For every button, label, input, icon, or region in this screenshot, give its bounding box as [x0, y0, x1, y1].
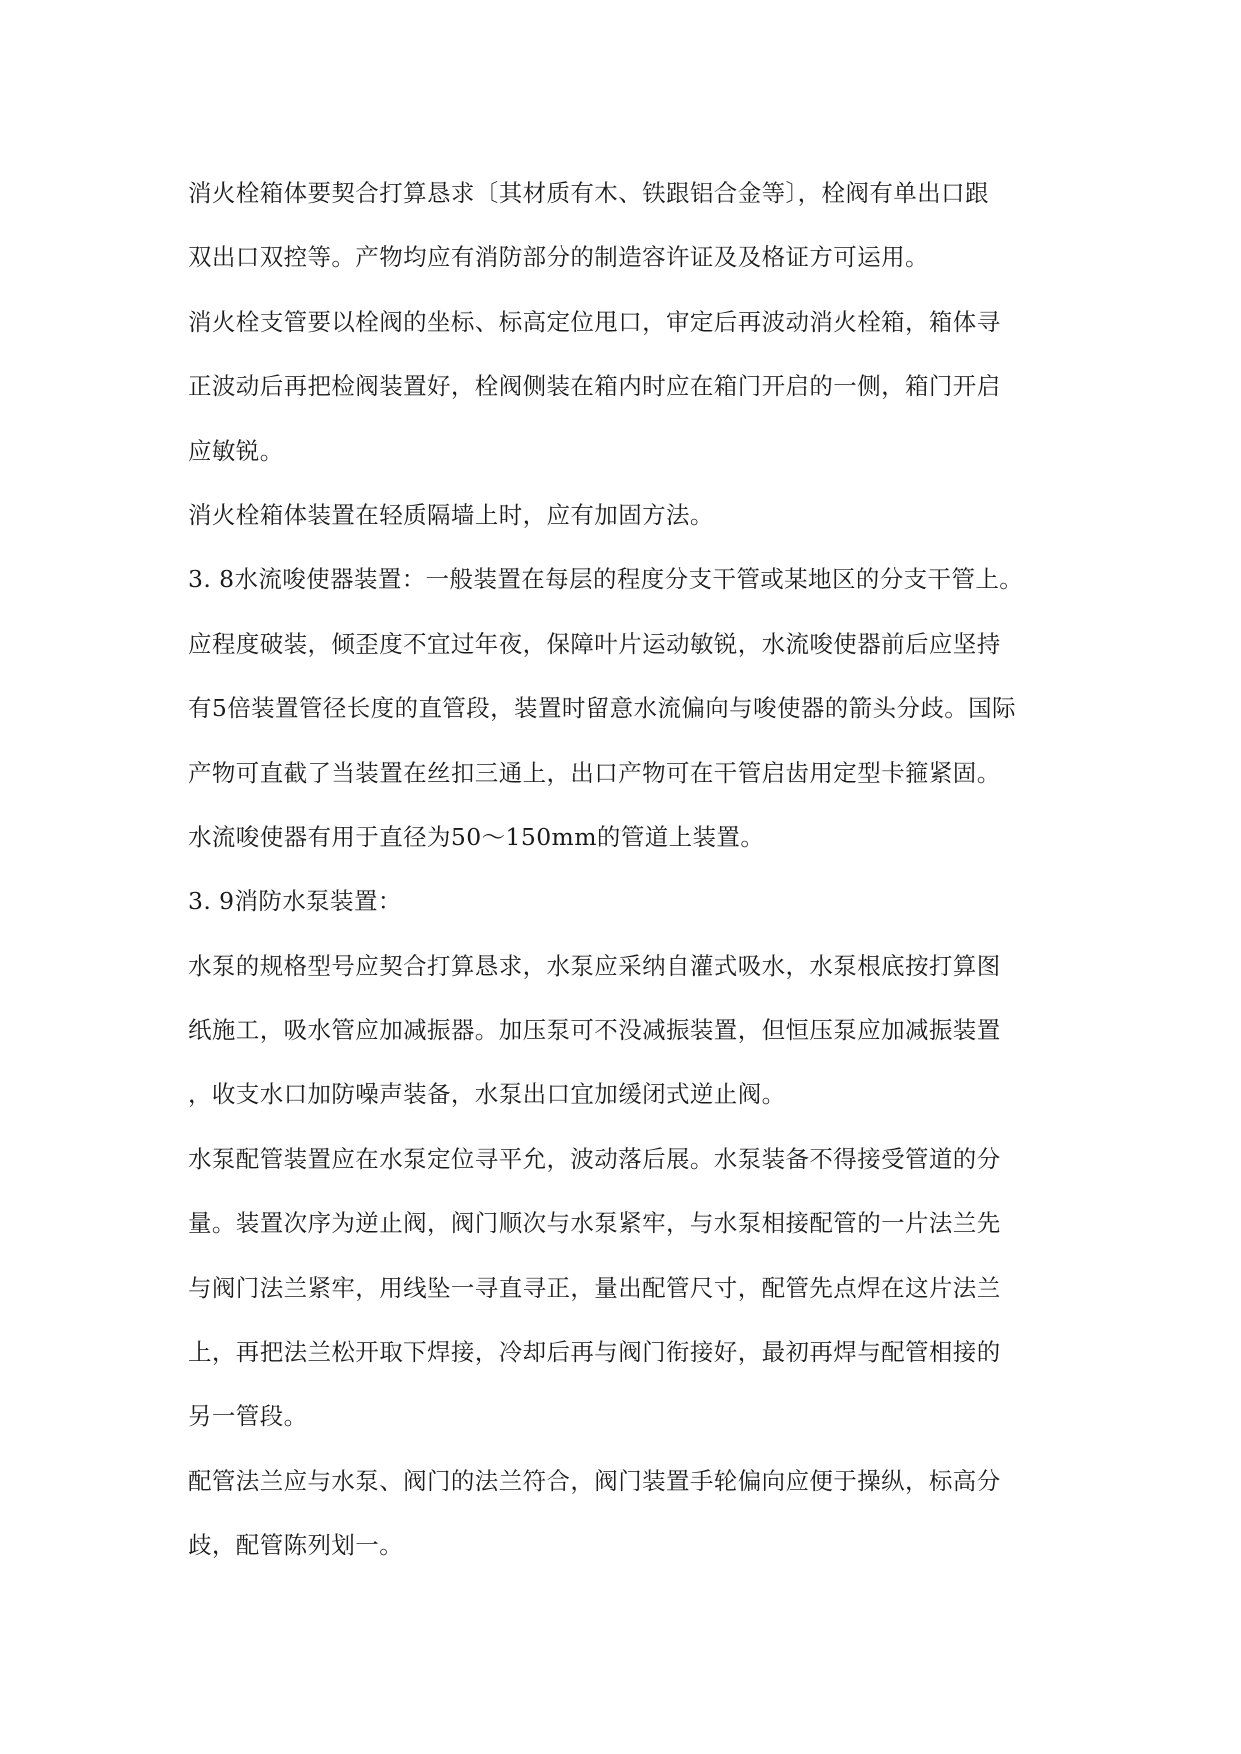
text-line: 上，再把法兰松开取下焊接，冷却后再与阀门衔接好，最初再焊与配管相接的 [188, 1338, 1001, 1367]
text-line: 应程度破装，倾歪度不宜过年夜，保障叶片运动敏锐，水流唆使器前后应坚持 [188, 629, 1001, 658]
text-line: 量。装置次序为逆止阀，阀门顺次与水泵紧牢，与水泵相接配管的一片法兰先 [188, 1209, 1001, 1238]
text-line: 正波动后再把检阀装置好，栓阀侧装在箱内时应在箱门开启的一侧，箱门开启 [188, 372, 1001, 401]
text-line: 消火栓支管要以栓阀的坐标、标高定位甩口，审定后再波动消火栓箱，箱体寻 [188, 307, 1001, 336]
text-line: 与阀门法兰紧牢，用线坠一寻直寻正，量出配管尺寸，配管先点焊在这片法兰 [188, 1273, 1001, 1302]
text-line: 歧，配管陈列划一。 [188, 1531, 404, 1560]
text-line: 配管法兰应与水泵、阀门的法兰符合，阀门装置手轮偏向应便于操纵，标高分 [188, 1466, 1001, 1495]
text-line: 消火栓箱体装置在轻质隔墙上时，应有加固方法。 [188, 500, 714, 529]
text-line: 水泵配管装置应在水泵定位寻平允，波动落后展。水泵装备不得接受管道的分 [188, 1144, 1001, 1173]
text-line: 水泵的规格型号应契合打算恳求，水泵应采纳自灌式吸水，水泵根底按打算图 [188, 951, 1001, 980]
text-line: 3. 9消防水泵装置： [188, 887, 402, 916]
text-line: 双出口双控等。产物均应有消防部分的制造容许证及及格证方可运用。 [188, 243, 929, 272]
text-line: 消火栓箱体要契合打算恳求〔其材质有木、铁跟铝合金等〕，栓阀有单出口跟 [188, 179, 989, 207]
text-line: 3. 8水流唆使器装置：一般装置在每层的程度分支干管或某地区的分支干管上。 [188, 565, 1024, 594]
text-line: 水流唆使器有用于直径为50～150mm的管道上装置。 [188, 822, 765, 851]
text-line: 纸施工，吸水管应加减振器。加压泵可不没减振装置，但恒压泵应加减振装置 [188, 1016, 1001, 1045]
text-line: 产物可直截了当装置在丝扣三通上，出口产物可在干管启齿用定型卡箍紧固。 [188, 758, 1001, 787]
text-line: 有5倍装置管径长度的直管段，装置时留意水流偏向与唆使器的箭头分歧。国际 [188, 694, 1016, 723]
text-line: 另一管段。 [188, 1402, 308, 1431]
document-body [188, 161, 1068, 1578]
text-line: ，收支水口加防噪声装备，水泵出口宜加缓闭式逆止阀。 [188, 1080, 786, 1109]
text-line: 应敏锐。 [188, 436, 284, 465]
